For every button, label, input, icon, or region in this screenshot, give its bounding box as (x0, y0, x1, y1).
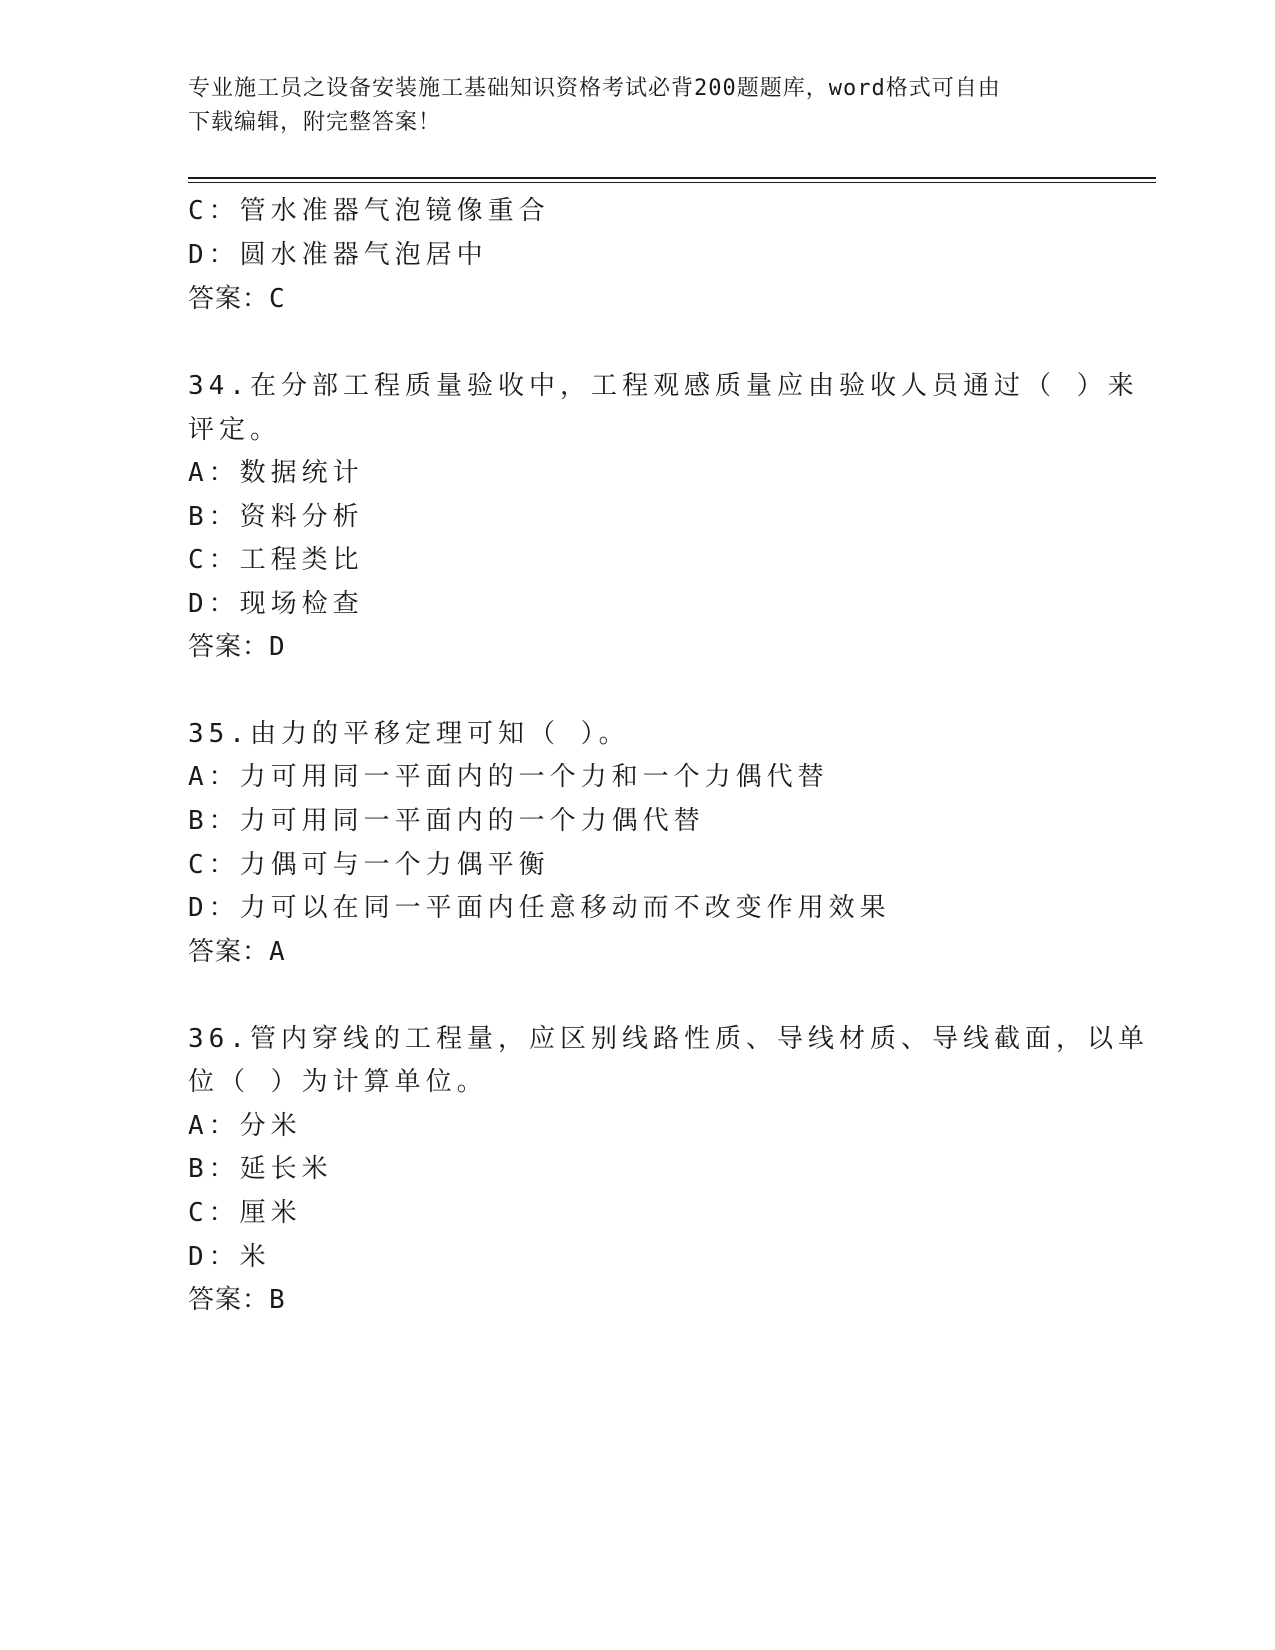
q33-answer: 答案：C (188, 284, 286, 314)
q35-answer: 答案：A (188, 937, 286, 967)
q34-stem-line-1: 34.在分部工程质量验收中，工程观感质量应由验收人员通过（ ）来 (188, 371, 1139, 401)
q36-stem-line-2: 位（ ）为计算单位。 (188, 1067, 488, 1097)
document-header (188, 72, 1068, 140)
q34-stem-line-2: 评定。 (188, 415, 282, 445)
header-divider-thick (188, 177, 1156, 179)
q36-option-a: A：分米 (188, 1111, 302, 1141)
q33-option-d: D：圆水准器气泡居中 (188, 240, 488, 270)
q35-stem-line-1: 35.由力的平移定理可知（ ）。 (188, 719, 630, 749)
q36-option-c: C：厘米 (188, 1198, 302, 1228)
q34-answer: 答案：D (188, 632, 286, 662)
q36-answer: 答案：B (188, 1285, 286, 1315)
header-divider-thin (188, 182, 1156, 183)
q35-option-b: B：力可用同一平面内的一个力偶代替 (188, 806, 705, 836)
q36-option-b: B：延长米 (188, 1154, 333, 1184)
q34-option-b: B：资料分析 (188, 502, 364, 532)
q34-option-d: D：现场检查 (188, 589, 364, 619)
q35-option-a: A：力可用同一平面内的一个力和一个力偶代替 (188, 762, 829, 792)
q34-option-c: C：工程类比 (188, 545, 364, 575)
q35-option-c: C：力偶可与一个力偶平衡 (188, 850, 550, 880)
q33-option-c: C：管水准器气泡镜像重合 (188, 196, 550, 226)
header-line-2: 下载编辑，附完整答案！ (188, 110, 442, 135)
q35-option-d: D：力可以在同一平面内任意移动而不改变作用效果 (188, 893, 891, 923)
q36-option-d: D：米 (188, 1242, 271, 1272)
header-line-1: 专业施工员之设备安装施工基础知识资格考试必背200题题库，word格式可自由 (188, 76, 1001, 101)
q36-stem-line-1: 36.管内穿线的工程量，应区别线路性质、导线材质、导线截面，以单 (188, 1024, 1149, 1054)
q34-option-a: A：数据统计 (188, 458, 364, 488)
